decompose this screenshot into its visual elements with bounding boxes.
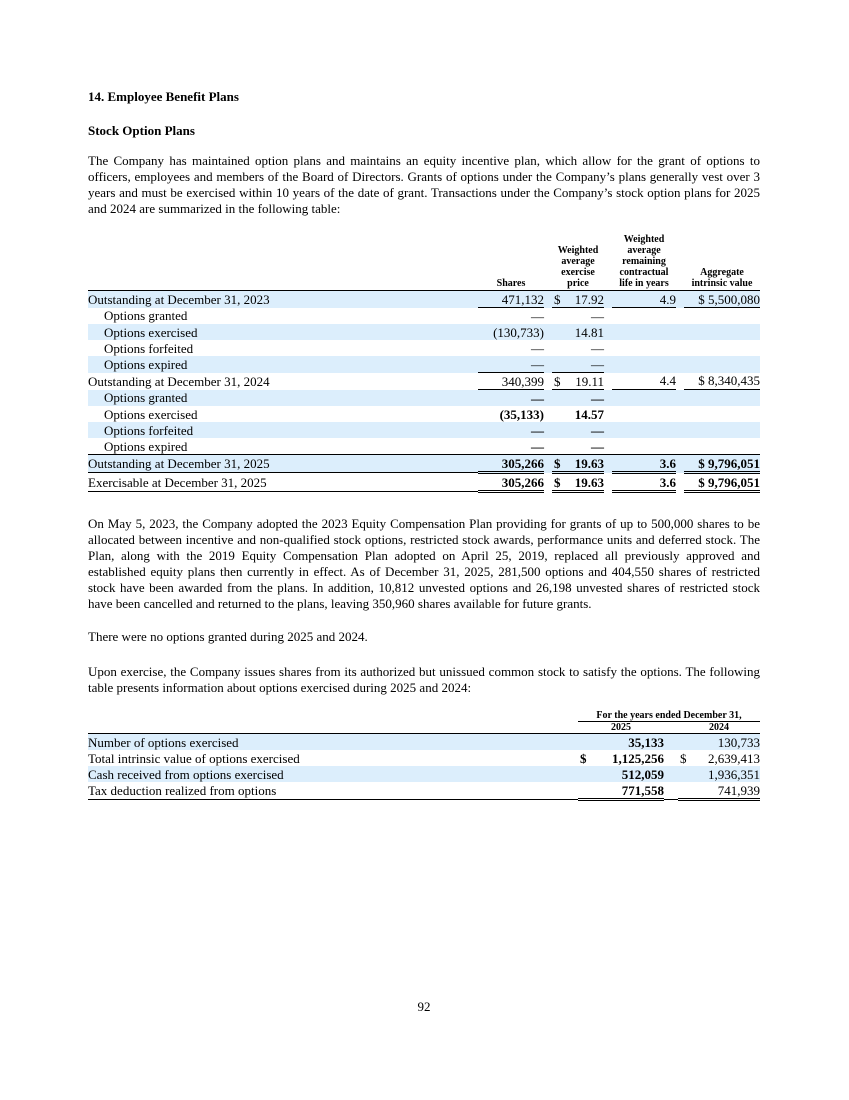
cell-price: 14.81 — [564, 324, 604, 340]
table-row — [88, 308, 760, 325]
header-price — [552, 234, 604, 291]
sub-title: Stock Option Plans — [88, 123, 195, 138]
row-label: Exercisable at December 31, 2025 — [88, 473, 478, 492]
cell-shares: 340,399 — [478, 373, 544, 390]
cell-value-2025: 771,558 — [592, 782, 664, 800]
cell-dollar-2025 — [578, 766, 592, 782]
table-row — [88, 782, 760, 800]
cell-gap — [544, 356, 552, 373]
cell-life — [612, 390, 676, 407]
cell-gap — [664, 734, 678, 751]
cell-gap — [604, 356, 612, 373]
header-gap — [676, 234, 684, 291]
cell-gap — [664, 766, 678, 782]
cell-gap — [604, 340, 612, 356]
cell-price: — — [564, 438, 604, 455]
cell-value — [684, 390, 760, 407]
cell-dollar: $ — [552, 291, 564, 308]
table-row — [88, 324, 760, 340]
table-row — [88, 473, 760, 492]
table-row — [88, 422, 760, 438]
row-label: Total intrinsic value of options exercised — [88, 750, 300, 766]
table-row — [88, 734, 760, 751]
section-title: 14. Employee Benefit Plans — [88, 89, 239, 104]
cell-shares: 305,266 — [478, 473, 544, 492]
cell-gap — [604, 473, 612, 492]
cell-value: $ 8,340,435 — [684, 373, 760, 390]
cell-value — [684, 356, 760, 373]
cell-price: — — [591, 308, 604, 324]
stock-option-table — [88, 234, 760, 493]
plan-paragraph: On May 5, 2023, the Company adopted the 2023 Equity Compensation Plan providing for grants of up to 500,000 shares to be allocated between incentive and non-qualified stock options, restricted stock awards, performance units and deferred stock. The Plan, along with the 2019 Equity Compensation Plan adopted on April 25, 2019, replaced all previously approved and established equity plans then currently in effect. As of December 31, 2025, 281,500 options and 404,550 shares of restricted stock have been awarded from the plans. In addition, 10,812 unvested options and 26,198 unvested shares of restricted stock have been cancelled and returned to the plans, leaving 350,960 shares available for future grants. — [88, 516, 760, 611]
header-blank — [88, 710, 578, 722]
header-blank — [88, 234, 478, 291]
cell-life — [612, 340, 676, 356]
cell-dollar-2024: $ — [680, 750, 687, 766]
header-gap — [664, 722, 678, 734]
header-blank — [88, 722, 578, 734]
cell-gap — [604, 291, 612, 308]
cell-life: 3.6 — [612, 455, 676, 473]
table-row — [88, 406, 760, 422]
cell-dollar — [552, 390, 564, 407]
row-label: Options granted — [104, 308, 188, 324]
row-label: Number of options exercised — [88, 734, 578, 751]
cell-gap — [676, 455, 684, 473]
cell-gap — [676, 308, 684, 325]
cell-gap — [676, 356, 684, 373]
row-label: Options exercised — [104, 406, 198, 422]
row-label: Options forfeited — [88, 422, 478, 438]
cell-value-2025: 35,133 — [592, 734, 664, 751]
cell-gap — [676, 324, 684, 340]
table-row — [88, 438, 760, 455]
cell-value — [684, 422, 760, 438]
cell-gap — [544, 308, 552, 325]
cell-life — [612, 356, 676, 373]
cell-shares: — — [478, 356, 544, 373]
cell-shares: 305,266 — [478, 455, 544, 473]
no-grants-paragraph: There were no options granted during 2025 and 2024. — [88, 629, 368, 644]
cell-dollar: $ — [552, 373, 564, 390]
cell-shares: — — [531, 340, 544, 356]
cell-dollar: $ — [552, 473, 564, 492]
exercise-paragraph: Upon exercise, the Company issues shares from its authorized but unissued common stock to satisfy the options. The following table presents information about options exercised during 2025 and 2024: — [88, 664, 760, 695]
row-label: Outstanding at December 31, 2023 — [88, 291, 478, 308]
table-row — [88, 766, 760, 782]
table-row — [88, 291, 760, 308]
cell-value: $ 5,500,080 — [684, 291, 760, 308]
cell-value — [684, 324, 760, 340]
cell-dollar — [552, 308, 564, 325]
header-gap — [604, 234, 612, 291]
cell-shares: — — [478, 438, 544, 455]
cell-value: $ 9,796,051 — [684, 455, 760, 473]
table-row — [88, 455, 760, 473]
header-life — [612, 234, 676, 291]
cell-value — [684, 406, 760, 422]
header-gap — [544, 234, 552, 291]
cell-gap — [604, 373, 612, 390]
cell-gap — [604, 455, 612, 473]
cell-gap — [676, 406, 684, 422]
cell-dollar — [552, 340, 564, 356]
cell-value-2025: 1,125,256 — [612, 750, 664, 766]
cell-gap — [604, 438, 612, 455]
row-label: Options expired — [104, 438, 188, 454]
cell-shares: — — [531, 308, 544, 324]
cell-price: — — [564, 422, 604, 438]
cell-gap — [604, 308, 612, 325]
cell-dollar — [552, 324, 564, 340]
row-label: Options exercised — [88, 324, 478, 340]
cell-gap — [544, 324, 552, 340]
table-row — [88, 373, 760, 390]
cell-gap — [544, 422, 552, 438]
header-period: For the years ended December 31, — [578, 710, 760, 722]
cell-gap — [676, 390, 684, 407]
cell-value-2024: 1,936,351 — [690, 766, 760, 782]
table-row — [88, 356, 760, 373]
header-value — [684, 234, 760, 291]
cell-gap — [676, 422, 684, 438]
cell-gap — [544, 373, 552, 390]
cell-price: — — [564, 390, 604, 407]
table-row — [88, 340, 760, 356]
row-label: Outstanding at December 31, 2024 — [88, 373, 270, 389]
cell-price: 19.63 — [564, 455, 604, 473]
cell-value: $ 9,796,051 — [684, 473, 760, 492]
cell-shares: 471,132 — [478, 291, 544, 308]
cell-price: — — [564, 356, 604, 373]
cell-gap — [676, 340, 684, 356]
cell-dollar-2025 — [578, 734, 592, 751]
row-label: Options expired — [88, 356, 478, 373]
cell-value — [684, 308, 760, 325]
cell-life — [612, 324, 676, 340]
row-label: Tax deduction realized from options — [88, 782, 578, 800]
cell-life — [612, 422, 676, 438]
cell-gap — [664, 782, 678, 800]
cell-price: 19.11 — [564, 373, 604, 390]
cell-price: 17.92 — [564, 291, 604, 308]
cell-life: 4.4 — [612, 373, 676, 390]
cell-dollar — [552, 356, 564, 373]
cell-life: 3.6 — [612, 473, 676, 492]
cell-gap — [604, 406, 612, 422]
cell-dollar-2025 — [578, 782, 592, 800]
cell-gap — [544, 340, 552, 356]
cell-gap — [544, 291, 552, 308]
intro-paragraph: The Company has maintained option plans and maintains an equity incentive plan, which allow for the grant of options to officers, employees and members of the Board of Directors. Grants of options under the Company’s plans generally vest over 3 years and must be exercised within 10 years of the date of grant. Transactions under the Company’s stock option plans for 2025 and 2024 are summarized in the following table: — [88, 153, 760, 216]
cell-gap — [544, 390, 552, 407]
cell-dollar-2024 — [678, 782, 690, 800]
cell-dollar — [552, 422, 564, 438]
cell-gap — [676, 291, 684, 308]
cell-value-2024: 130,733 — [690, 734, 760, 751]
cell-life — [612, 308, 676, 325]
cell-shares: — — [478, 390, 544, 407]
page-number: 92 — [417, 999, 431, 1014]
table-row — [88, 390, 760, 407]
header-price-text: Weighted average exercise price — [557, 245, 599, 289]
row-label: Options granted — [88, 390, 478, 407]
cell-shares: (35,133) — [499, 406, 544, 422]
cell-dollar-2024 — [678, 766, 690, 782]
header-value-text: Aggregate intrinsic value — [691, 267, 753, 289]
cell-shares: (130,733) — [478, 324, 544, 340]
cell-gap — [664, 750, 678, 766]
cell-dollar-2024 — [678, 734, 690, 751]
cell-gap — [676, 373, 684, 390]
cell-dollar — [552, 438, 564, 455]
row-label: Outstanding at December 31, 2025 — [88, 455, 478, 473]
cell-shares: — — [478, 422, 544, 438]
header-year-2025: 2025 — [578, 722, 664, 734]
cell-gap — [604, 390, 612, 407]
header-life-text: Weighted average remaining contractual life in years — [619, 234, 669, 289]
cell-gap — [544, 438, 552, 455]
row-label: Options forfeited — [104, 340, 194, 356]
cell-gap — [604, 324, 612, 340]
cell-gap — [676, 438, 684, 455]
cell-dollar — [552, 406, 564, 422]
options-exercised-table — [88, 710, 760, 801]
cell-value-2024: 741,939 — [690, 782, 760, 800]
cell-dollar: $ — [552, 455, 564, 473]
header-year-2024: 2024 — [678, 722, 760, 734]
row-label: Cash received from options exercised — [88, 766, 578, 782]
header-shares: Shares — [478, 234, 544, 291]
cell-price: 19.63 — [564, 473, 604, 492]
cell-value — [684, 438, 760, 455]
cell-gap — [676, 473, 684, 492]
cell-life: 4.9 — [612, 291, 676, 308]
cell-gap — [544, 455, 552, 473]
cell-dollar-2025: $ — [580, 750, 587, 766]
cell-value — [684, 340, 760, 356]
cell-value-2024: 2,639,413 — [708, 750, 760, 766]
cell-gap — [604, 422, 612, 438]
cell-gap — [544, 406, 552, 422]
cell-value-2025: 512,059 — [592, 766, 664, 782]
cell-price: — — [591, 340, 604, 356]
cell-life — [612, 406, 676, 422]
table-row — [88, 750, 760, 766]
cell-life — [612, 438, 676, 455]
cell-gap — [544, 473, 552, 492]
cell-price: 14.57 — [574, 406, 604, 422]
